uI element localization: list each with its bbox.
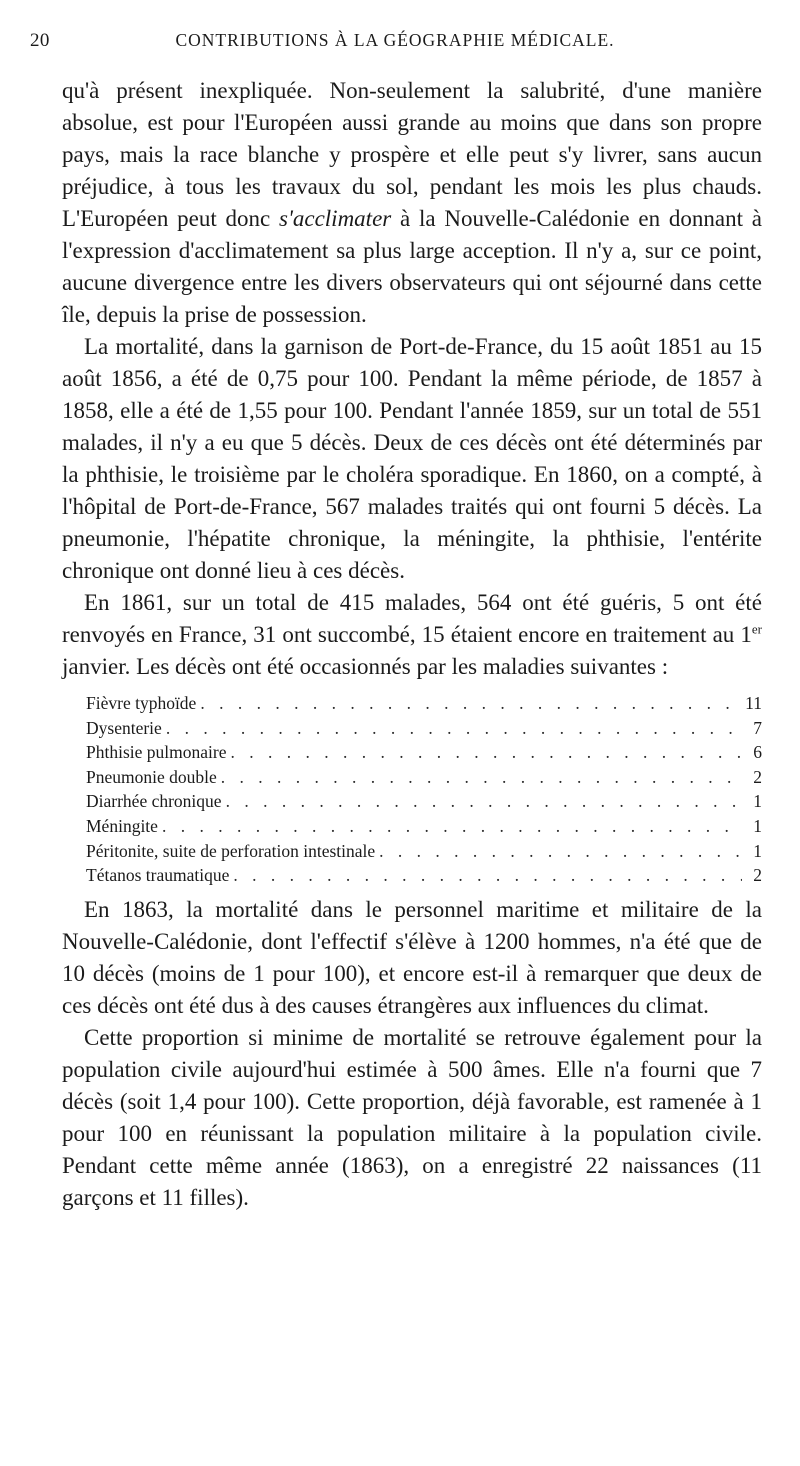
dot-leader xyxy=(158,814,742,839)
paragraph-acclimatation xyxy=(62,75,762,331)
cause-name: Phthisie pulmonaire xyxy=(86,742,227,763)
running-head xyxy=(30,30,770,60)
list-item xyxy=(86,839,762,864)
dot-leader xyxy=(217,765,742,790)
emphasis-acclimater: s'acclimater xyxy=(279,206,392,231)
cause-count: 1 xyxy=(753,815,762,836)
dot-leader xyxy=(222,789,742,814)
cause-name: Méningite xyxy=(86,815,158,836)
list-item xyxy=(86,863,762,888)
cause-count: 2 xyxy=(753,766,762,787)
cause-name: Fièvre typhoïde xyxy=(86,693,197,713)
body-text xyxy=(62,75,762,1214)
list-item xyxy=(86,789,762,814)
cause-count: 1 xyxy=(753,840,762,861)
cause-count: 11 xyxy=(745,693,762,713)
paragraph-mortalite-garnison: La mortalité, dans la garnison de Port-de-France, du 15 août 1851 au 15 août 1856, a été de 0,75 pour 100. Pendant la même période, de 1857 à 1858, elle a été de 1,55 pour 100. Pendant l'année 1859, sur un total de 551 malades, il n'y a eu que 5 décès. Deux de ces décès ont été déterminés par la phthisie, le troisième par le choléra sporadique. En 1860, on a compté, à l'hôpital de Port-de-France, 567 malades traités qui ont fourni 5 décès. La pneumonie, l'hépatite chronique, la méningite, la phthisie, l'entérite chronique ont donné lieu à ces décès. xyxy=(62,334,762,583)
cause-count: 7 xyxy=(753,717,762,738)
paragraph-1863-militaire: En 1863, la mortalité dans le personnel maritime et militaire de la Nouvelle-Calédonie, dont l'effectif s'élève à 1200 hommes, n'a été que de 10 décès (moins de 1 pour 100), et encore est-il à remarquer que deux de ces décès ont été dus à des causes étrangères aux influences du climat. xyxy=(62,896,762,1018)
dot-leader xyxy=(226,740,742,765)
list-item xyxy=(86,691,762,716)
dot-leader xyxy=(375,839,742,864)
cause-name: Tétanos traumatique xyxy=(86,865,230,886)
paragraph-text: qu'à présent inexpliquée. Non-seulement la salubrité, d'une manière absolue, est pour l'Européen aussi grande au moins que dans son propre pays, mais la race blanche y prospère et elle peut s'y livrer, sans aucun préjudice, à tous les travaux du sol, pendant les mois les plus chauds. L'Européen peut donc xyxy=(62,78,762,231)
paragraph-population-civile: Cette proportion si minime de mortalité se retrouve également pour la population civile aujourd'hui estimée à 500 âmes. Elle n'a fourni que 7 décès (soit 1,4 pour 100). Cette proportion, déjà favorable, est ramenée à 1 pour 100 en réunissant la population militaire à la population civile. Pendant cette même année (1863), on a enregistré 22 naissances (11 garçons et 11 filles). xyxy=(62,1024,762,1210)
cause-name: Pneumonie double xyxy=(86,766,217,787)
list-item xyxy=(86,716,762,741)
list-item xyxy=(86,765,762,790)
cause-name: Péritonite, suite de perforation intestinale xyxy=(86,840,376,861)
running-title: CONTRIBUTIONS À LA GÉOGRAPHIE MÉDICALE. xyxy=(175,30,615,50)
paragraph-text: En 1861, sur un total de 415 malades, 564 ont été guéris, 5 ont été renvoyés en France, 31 ont succombé, 15 étaient encore en traitement au 1 xyxy=(62,590,762,647)
list-item xyxy=(86,814,762,839)
dot-leader xyxy=(196,691,742,716)
cause-name: Diarrhée chronique xyxy=(86,791,222,812)
paragraph-text: à la Nouvelle-Calédonie en donnant à l'expression d'acclimatement sa plus large acception. Il n'y a, sur ce point, aucune divergence entre les divers observateurs qui ont séjourné dans cette île, depuis la prise de possession. xyxy=(62,206,762,327)
paragraph-text: janvier. Les décès ont été occasionnés par les maladies suivantes : xyxy=(62,654,669,679)
cause-count: 2 xyxy=(753,865,762,886)
dot-leader xyxy=(162,716,742,741)
page-number: 20 xyxy=(30,30,50,51)
cause-count: 6 xyxy=(753,742,762,763)
superscript-er: er xyxy=(751,621,762,637)
cause-count: 1 xyxy=(753,791,762,812)
paragraph-1861 xyxy=(62,587,762,683)
cause-name: Dysenterie xyxy=(86,717,162,738)
list-item xyxy=(86,740,762,765)
dot-leader xyxy=(229,863,742,888)
causes-of-death-list xyxy=(62,691,762,888)
